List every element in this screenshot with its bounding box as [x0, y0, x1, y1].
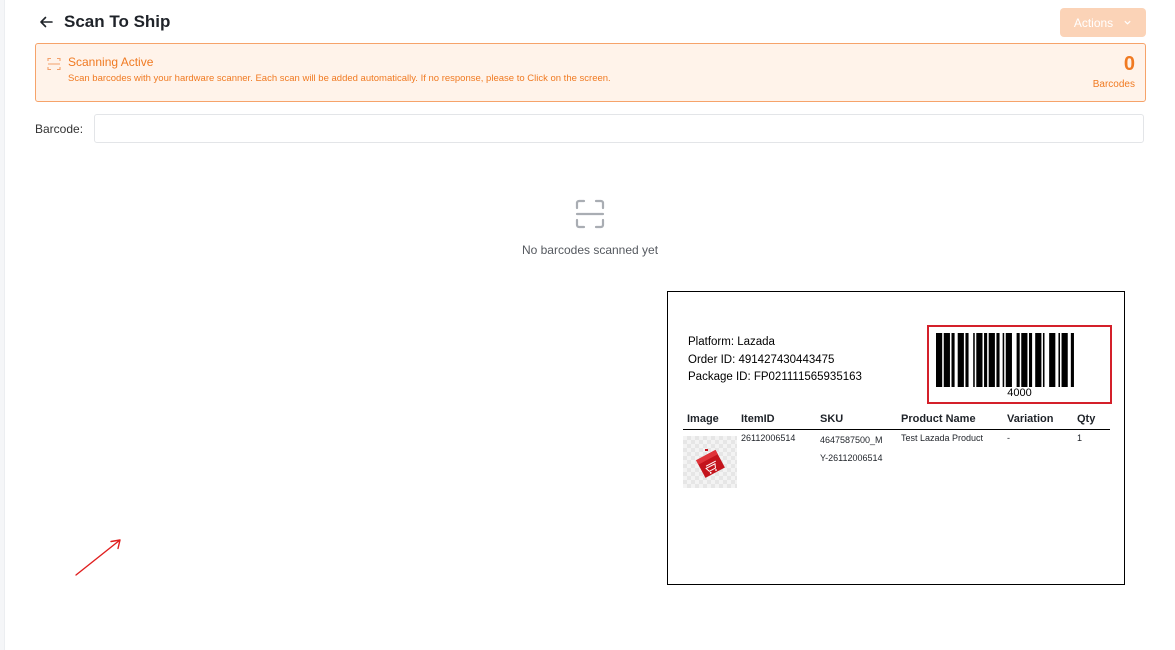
barcode-bar: [952, 333, 955, 387]
scanning-status-banner: [35, 43, 1146, 102]
barcode-bar: [973, 333, 975, 387]
shopping-bag-icon: [683, 436, 737, 488]
page-title: Scan To Ship: [64, 12, 171, 31]
column-header: SKU: [820, 413, 844, 425]
barcode-bar: [984, 333, 987, 387]
barcode-bar: [1043, 333, 1045, 387]
barcode-highlight-box: [927, 325, 1112, 404]
sku: [820, 431, 883, 467]
barcode-bar: [1021, 333, 1027, 387]
label-package-id: Package ID: FP021111565935163: [688, 371, 862, 383]
barcode-bar: [996, 333, 999, 387]
barcode-bar: [944, 333, 950, 387]
label-platform: Platform: Lazada: [688, 336, 775, 348]
barcode-bar: [965, 333, 968, 387]
column-header: Qty: [1077, 413, 1096, 425]
barcode-bar: [958, 333, 964, 387]
barcode-bar: [1058, 333, 1060, 387]
column-header: Variation: [1007, 413, 1054, 425]
annotation-arrow-icon: [74, 537, 124, 577]
quantity: 1: [1077, 433, 1083, 443]
barcode-bar: [976, 333, 982, 387]
barcode-input[interactable]: [94, 114, 1144, 143]
left-rail: [0, 0, 5, 650]
barcode-bar: [1035, 333, 1041, 387]
barcode-bar: [989, 333, 995, 387]
actions-dropdown-button[interactable]: [1060, 8, 1146, 37]
banner-description: Scan barcodes with your hardware scanner. Each scan will be added automatically. If no response, please to Click on the screen.: [68, 73, 611, 84]
barcode-count-label: Barcodes: [1092, 79, 1135, 90]
column-header: ItemID: [741, 413, 775, 425]
barcode-graphic: [936, 333, 1103, 387]
label-items-table: [683, 413, 1110, 493]
column-header: Image: [687, 413, 719, 425]
barcode-bar: [1029, 333, 1032, 387]
barcode-field-label: Barcode:: [35, 122, 84, 136]
banner-title: Scanning Active: [68, 55, 154, 69]
table-row: [683, 433, 1110, 493]
chevron-down-icon: [1123, 18, 1132, 27]
label-order-id: Order ID: 491427430443475: [688, 353, 835, 366]
column-header: Product Name: [901, 413, 976, 425]
arrow-left-icon: [39, 15, 53, 29]
empty-state-text: No barcodes scanned yet: [521, 243, 659, 257]
product-image: [683, 436, 737, 488]
barcode-bar: [936, 333, 942, 387]
sku-line-2: Y-26112006514: [820, 453, 883, 463]
item-id: 26112006514: [741, 433, 796, 443]
sku-line-1: 4647587500_M: [820, 435, 883, 445]
page-header: [36, 8, 1146, 38]
scan-placeholder-icon: [574, 198, 606, 230]
actions-label: Actions: [1073, 15, 1114, 30]
barcode-bar: [1003, 333, 1005, 387]
barcode-bar: [1049, 333, 1055, 387]
table-header: [683, 413, 1110, 430]
product-name: Test Lazada Product: [901, 433, 984, 443]
back-button[interactable]: [36, 12, 56, 32]
barcode-bar: [1071, 333, 1074, 387]
barcode-count: 0: [1123, 53, 1135, 75]
label-order-info: [688, 334, 862, 387]
barcode-number: 4000: [1007, 387, 1032, 399]
barcode-bar: [1006, 333, 1012, 387]
barcode-bar: [1062, 333, 1068, 387]
variation: -: [1007, 433, 1010, 443]
scan-icon: [47, 57, 61, 71]
barcode-bar: [1017, 333, 1020, 387]
shipping-label-image: [667, 291, 1125, 585]
